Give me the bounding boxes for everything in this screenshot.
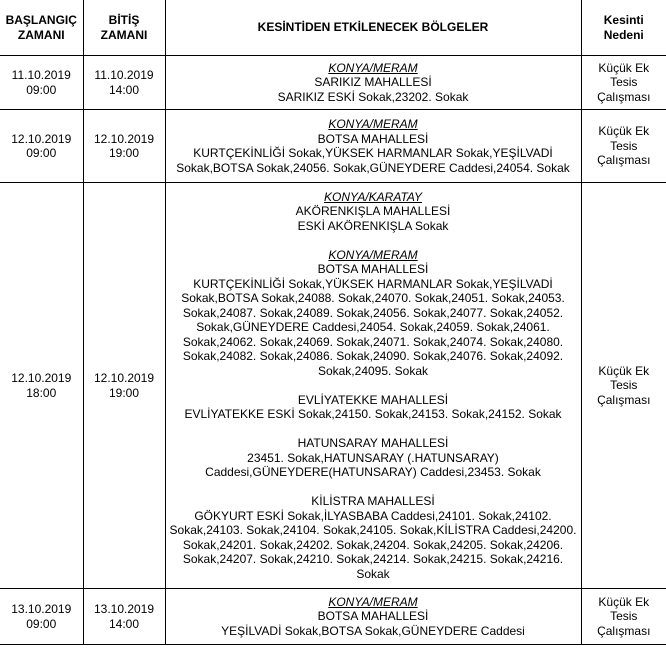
region-group (166, 61, 581, 105)
neighborhood-name: BOTSA MAHALLESİ (317, 262, 429, 277)
neighborhood-block (166, 204, 581, 233)
street-list: KURTÇEKİNLİĞİ Sokak,YÜKSEK HARMANLAR Sokak,YEŞİLVADİ Sokak,BOTSA Sokak,24056. Sokak,GÜNEYDERE Caddesi,24054. Sokak (176, 146, 570, 175)
header-row (0, 0, 666, 56)
neighborhood-name: HATUNSARAY MAHALLESİ (297, 436, 449, 451)
reason-cell: Küçük Ek Tesis Çalışması (581, 110, 666, 183)
neighborhood-name: AKÖRENKIŞLA MAHALLESİ (295, 204, 451, 219)
region-name: KONYA/MERAM (328, 117, 418, 131)
street-list: KURTÇEKİNLİĞİ Sokak,YÜKSEK HARMANLAR Sokak,YEŞİLVADİ Sokak,BOTSA Sokak,24088. Sokak,24070. Sokak,24051. Sokak,24053. Sokak,24087. Sokak,24089. Sokak,24056. Sokak,24077. Sokak,24052. Sokak,GÜNEYDERE Caddesi,24054. Sokak,24059. Sokak,24061. Sokak,24062. Sokak,24069. Sokak,24071. Sokak,24074. Sokak,24080. Sokak,24082. Sokak,24086. Sokak,24090. Sokak,24076. Sokak,24092. Sokak,24095. Sokak (181, 276, 565, 378)
start-time-cell: 11.10.2019 09:00 (0, 56, 83, 110)
region-group (166, 595, 581, 639)
region-name: KONYA/KARATAY (323, 189, 423, 204)
neighborhood-block (166, 609, 581, 638)
regions-cell (165, 110, 581, 183)
neighborhood-name: EVLİYATEKKE MAHALLESİ (297, 392, 449, 407)
neighborhood-block (166, 132, 581, 176)
end-time-cell: 12.10.2019 19:00 (83, 183, 165, 589)
start-time-cell: 13.10.2019 09:00 (0, 589, 83, 645)
start-time-cell: 12.10.2019 09:00 (0, 110, 83, 183)
header-outage-reason: Kesinti Nedeni (581, 0, 666, 56)
start-time-cell: 12.10.2019 18:00 (0, 183, 83, 589)
street-list: GÖKYURT ESKİ Sokak,İLYASBABA Caddesi,24101. Sokak,24102. Sokak,24103. Sokak,24104. Sokak,24105. Sokak,KİLİSTRA Caddesi,24200. Sokak,24201. Sokak,24202. Sokak,24204. Sokak,24205. Sokak,24206. Sokak,24207. Sokak,24210. Sokak,24214. Sokak,24215. Sokak,24216. Sokak (169, 508, 577, 581)
end-time-cell: 12.10.2019 19:00 (83, 110, 165, 183)
header-end-time: BİTİŞ ZAMANI (83, 0, 165, 56)
neighborhood-block (166, 436, 581, 480)
neighborhood-block (166, 75, 581, 104)
end-time-cell: 11.10.2019 14:00 (83, 56, 165, 110)
neighborhood-block (166, 262, 581, 378)
regions-cell (165, 183, 581, 589)
neighborhood-block (166, 393, 581, 422)
street-list: YEŞİLVADİ Sokak,BOTSA Sokak,GÜNEYDERE Caddesi (221, 623, 525, 638)
reason-cell: Küçük Ek Tesis Çalışması (581, 183, 666, 589)
reason-cell: Küçük Ek Tesis Çalışması (581, 589, 666, 645)
region-name: KONYA/MERAM (328, 594, 418, 609)
regions-cell (165, 56, 581, 110)
neighborhood-name: KİLİSTRA MAHALLESİ (311, 494, 435, 509)
street-list: SARIKIZ ESKİ Sokak,23202. Sokak (277, 89, 469, 104)
neighborhood-name: BOTSA MAHALLESİ (317, 131, 429, 146)
regions-cell (165, 589, 581, 645)
table-row (0, 110, 666, 183)
neighborhood-block (166, 494, 581, 581)
street-list: 23451. Sokak,HATUNSARAY (.HATUNSARAY) Caddesi,GÜNEYDERE(HATUNSARAY) Caddesi,23453. Sokak (205, 450, 541, 480)
header-start-time: BAŞLANGIÇ ZAMANI (0, 0, 83, 56)
region-group (166, 190, 581, 234)
end-time-cell: 13.10.2019 14:00 (83, 589, 165, 645)
table-row (0, 589, 666, 645)
region-name: KONYA/MERAM (328, 247, 418, 262)
header-affected-regions: KESİNTİDEN ETKİLENECEK BÖLGELER (165, 0, 581, 56)
neighborhood-name: SARIKIZ MAHALLESİ (314, 75, 432, 90)
region-name: KONYA/MERAM (328, 60, 418, 75)
neighborhood-name: BOTSA MAHALLESİ (317, 609, 429, 624)
street-list: ESKİ AKÖRENKIŞLA Sokak (297, 218, 449, 233)
street-list: EVLİYATEKKE ESKİ Sokak,24150. Sokak,24153. Sokak,24152. Sokak (184, 407, 562, 422)
table-row (0, 56, 666, 110)
region-group (166, 117, 581, 175)
table-row (0, 183, 666, 589)
region-group (166, 248, 581, 582)
reason-cell: Küçük Ek Tesis Çalışması (581, 56, 666, 110)
